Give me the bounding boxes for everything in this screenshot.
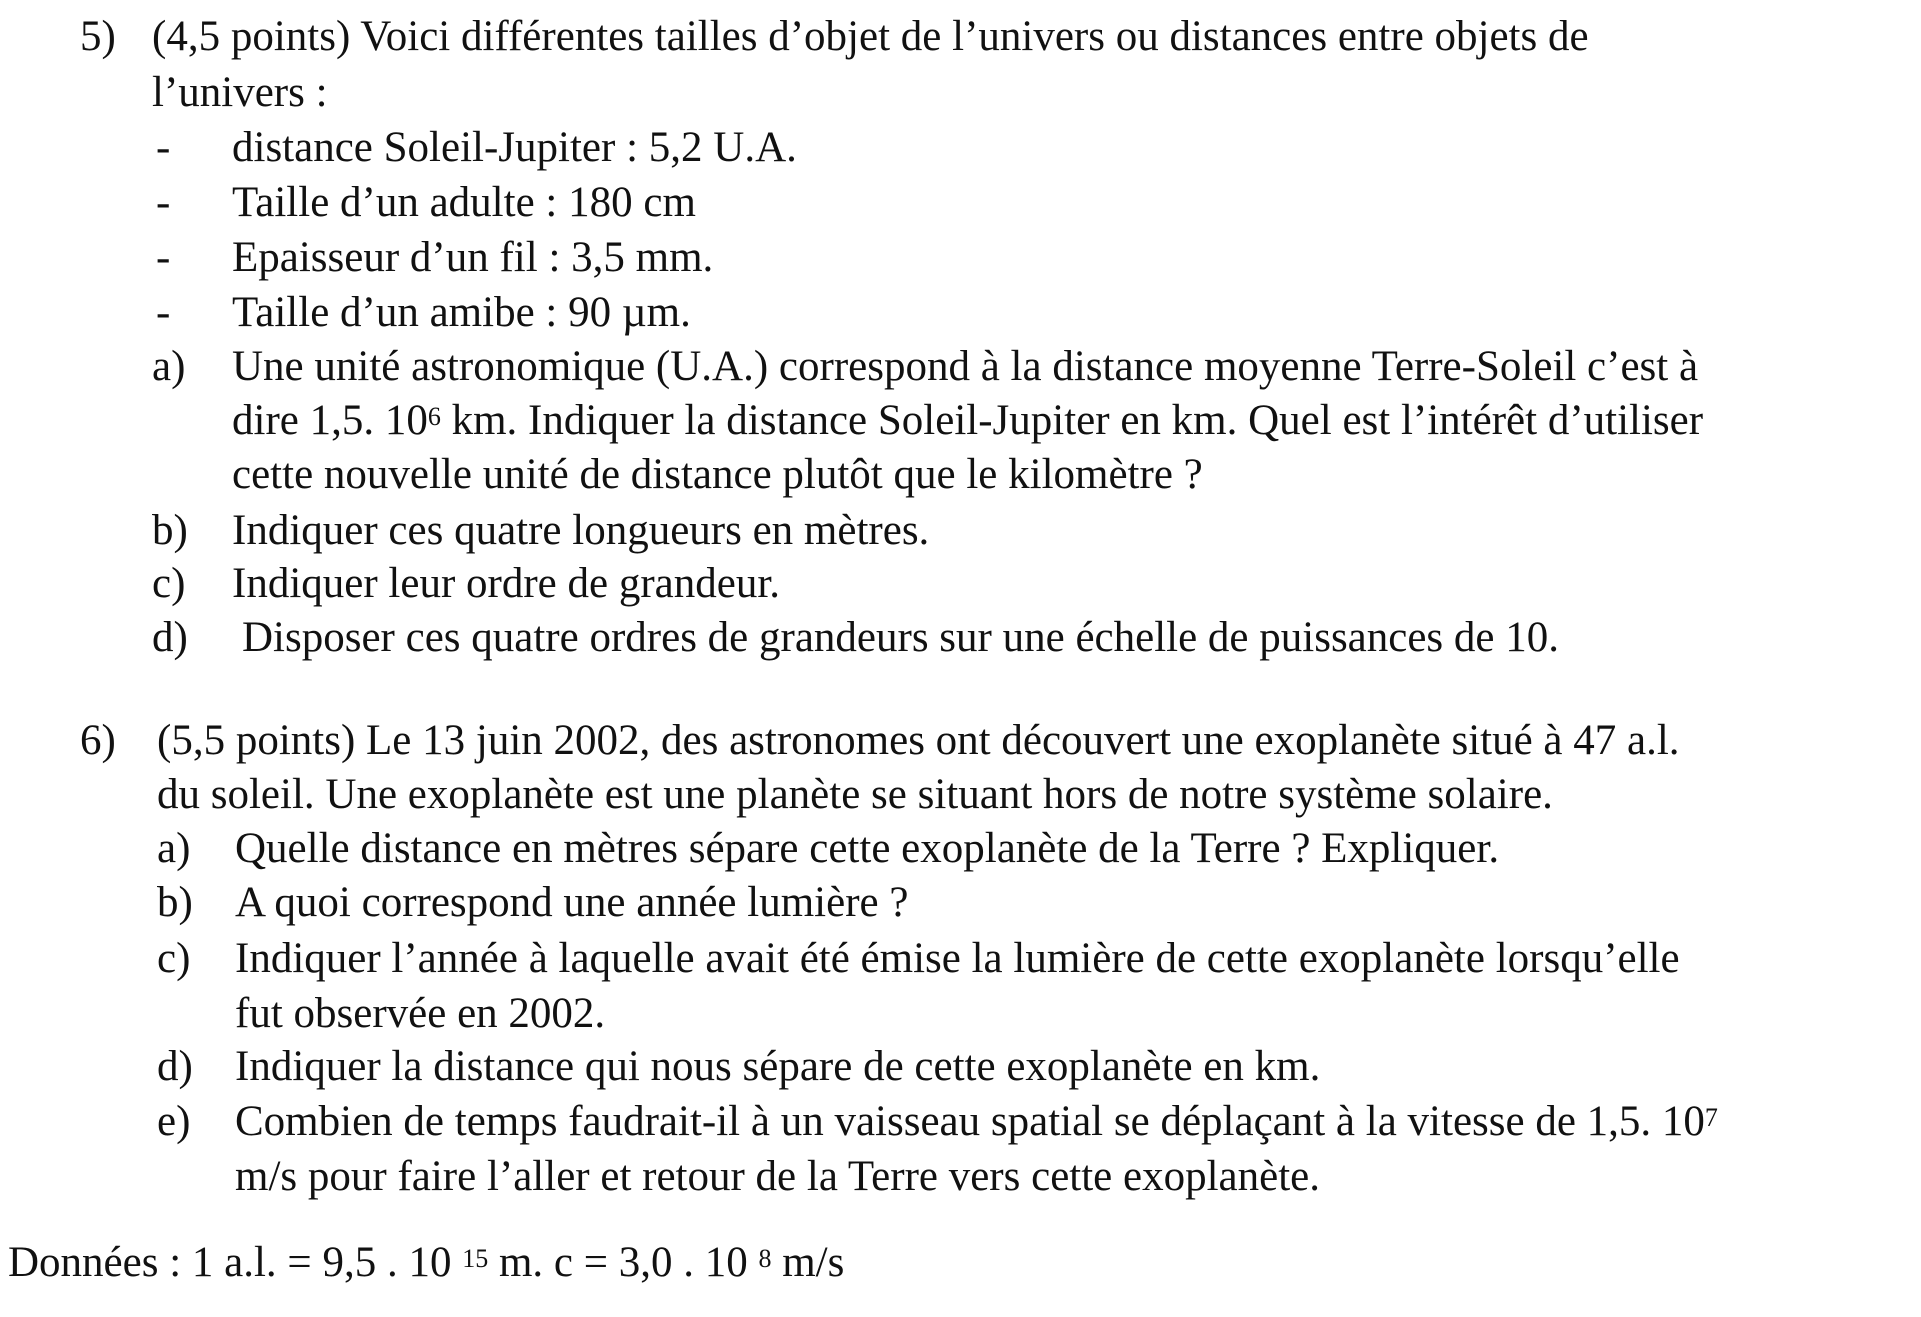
question-label: b) [152,507,188,554]
question-label: b) [157,879,193,926]
exercise5-intro: (4,5 points) Voici différentes tailles d’objet de l’univers ou distances entre objets de [152,13,1589,60]
question-text: Indiquer la distance qui nous sépare de cette exoplanète en km. [235,1043,1321,1090]
question-text: Disposer ces quatre ordres de grandeurs sur une échelle de puissances de 10. [242,614,1560,661]
question-label: c) [157,935,191,982]
bullet-dash: - [156,179,171,226]
question-text-part: dire 1,5. 10 [232,397,428,444]
question-label: c) [152,560,186,607]
constants-text [8,1236,844,1290]
question-text-part: Combien de temps faudrait-il à un vaisseau spatial se déplaçant à la vitesse de 1,5. 10 [235,1098,1705,1145]
question-text: Une unité astronomique (U.A.) correspond à la distance moyenne Terre-Soleil c’est à [232,343,1699,390]
question-text: A quoi correspond une année lumière ? [235,879,909,926]
question-text: Indiquer leur ordre de grandeur. [232,560,781,607]
exponent: 7 [1704,1103,1718,1132]
exercise6-number: 6) [80,717,116,764]
bullet-dash: - [156,124,171,171]
constants-part: Données : 1 a.l. = 9,5 . 10 [8,1239,463,1286]
bullet-dash: - [156,234,171,281]
question-label: a) [157,825,191,872]
bullet-text: Taille d’un amibe : 90 µm. [232,289,691,336]
bullet-text: distance Soleil-Jupiter : 5,2 U.A. [232,124,797,171]
bullet-text: Taille d’un adulte : 180 cm [232,179,696,226]
exponent: 6 [427,402,441,431]
question-text: Quelle distance en mètres sépare cette exoplanète de la Terre ? Expliquer. [235,825,1500,872]
constants-part: m. c = 3,0 . 10 [488,1239,759,1286]
question-text: fut observée en 2002. [235,990,606,1037]
exercise5-intro-continuation: l’univers : [152,69,328,116]
question-label: e) [157,1098,191,1145]
exercise5-number: 5) [80,13,116,60]
exercise6-intro-continuation: du soleil. Une exoplanète est une planète se situant hors de notre système solaire. [157,771,1553,818]
question-text: Indiquer ces quatre longueurs en mètres. [232,507,930,554]
question-label: d) [152,614,188,661]
question-label: a) [152,343,186,390]
bullet-dash: - [156,289,171,336]
question-text: Indiquer l’année à laquelle avait été émise la lumière de cette exoplanète lorsqu’elle [235,935,1680,982]
exercise6-intro: (5,5 points) Le 13 juin 2002, des astronomes ont découvert une exoplanète situé à 47 a.l. [157,717,1680,764]
question-label: d) [157,1043,193,1090]
bullet-text: Epaisseur d’un fil : 3,5 mm. [232,234,714,281]
question-text: cette nouvelle unité de distance plutôt que le kilomètre ? [232,451,1203,498]
constants-part: m/s [771,1239,845,1286]
exponent: 15 [462,1244,489,1273]
question-text-part: km. Indiquer la distance Soleil-Jupiter en km. Quel est l’intérêt d’utiliser [440,397,1704,444]
question-text: m/s pour faire l’aller et retour de la Terre vers cette exoplanète. [235,1153,1320,1200]
question-text [232,394,1703,448]
exponent: 8 [758,1244,772,1273]
question-text [235,1095,1718,1149]
